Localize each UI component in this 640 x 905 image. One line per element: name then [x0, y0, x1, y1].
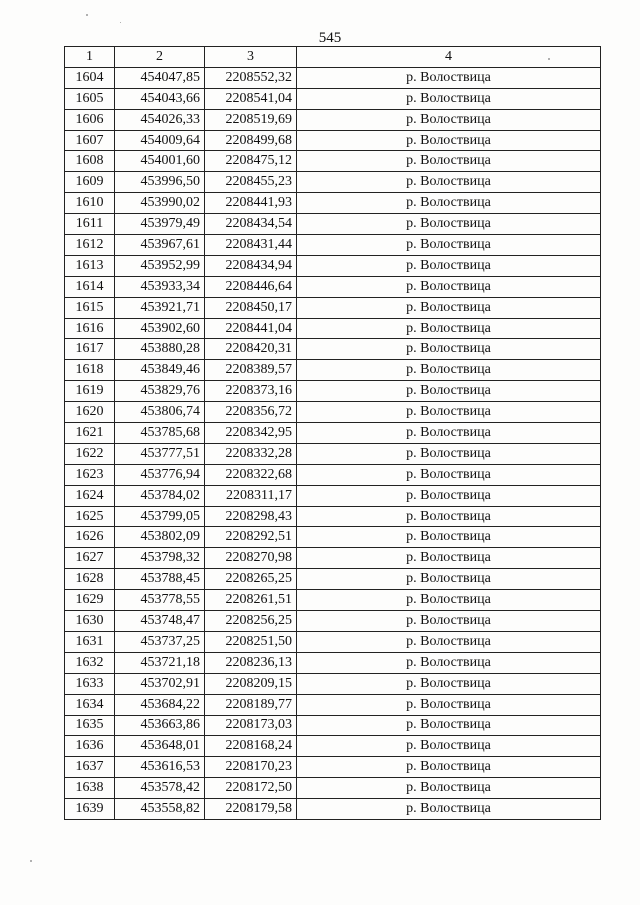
- description-cell: р. Волоствица: [297, 527, 601, 548]
- x-coordinate-cell: 453802,09: [115, 527, 205, 548]
- point-number-cell: 1620: [65, 402, 115, 423]
- description-cell: р. Волоствица: [297, 318, 601, 339]
- header-col-4: 4: [297, 47, 601, 68]
- table-row: [65, 88, 601, 109]
- description-cell: р. Волоствица: [297, 548, 601, 569]
- x-coordinate-cell: 453778,55: [115, 590, 205, 611]
- scan-speck: [86, 14, 88, 16]
- point-number-cell: 1634: [65, 694, 115, 715]
- table-header-row: [65, 47, 601, 68]
- x-coordinate-cell: 453616,53: [115, 757, 205, 778]
- point-number-cell: 1628: [65, 569, 115, 590]
- x-coordinate-cell: 453702,91: [115, 673, 205, 694]
- table-body: [65, 67, 601, 819]
- scan-speck: [30, 860, 32, 862]
- table-row: [65, 402, 601, 423]
- description-cell: р. Волоствица: [297, 485, 601, 506]
- description-cell: р. Волоствица: [297, 360, 601, 381]
- x-coordinate-cell: 453777,51: [115, 443, 205, 464]
- point-number-cell: 1613: [65, 255, 115, 276]
- y-coordinate-cell: 2208519,69: [205, 109, 297, 130]
- y-coordinate-cell: 2208441,04: [205, 318, 297, 339]
- x-coordinate-cell: 453558,82: [115, 799, 205, 820]
- table-row: [65, 339, 601, 360]
- description-cell: р. Волоствица: [297, 381, 601, 402]
- description-cell: р. Волоствица: [297, 694, 601, 715]
- description-cell: р. Волоствица: [297, 569, 601, 590]
- x-coordinate-cell: 453799,05: [115, 506, 205, 527]
- x-coordinate-cell: 453776,94: [115, 464, 205, 485]
- description-cell: р. Волоствица: [297, 423, 601, 444]
- x-coordinate-cell: 453880,28: [115, 339, 205, 360]
- point-number-cell: 1616: [65, 318, 115, 339]
- table-row: [65, 715, 601, 736]
- description-cell: р. Волоствица: [297, 673, 601, 694]
- point-number-cell: 1606: [65, 109, 115, 130]
- y-coordinate-cell: 2208173,03: [205, 715, 297, 736]
- table-row: [65, 193, 601, 214]
- table-row: [65, 381, 601, 402]
- description-cell: р. Волоствица: [297, 590, 601, 611]
- point-number-cell: 1624: [65, 485, 115, 506]
- description-cell: р. Волоствица: [297, 652, 601, 673]
- point-number-cell: 1623: [65, 464, 115, 485]
- description-cell: р. Волоствица: [297, 464, 601, 485]
- y-coordinate-cell: 2208256,25: [205, 611, 297, 632]
- table-row: [65, 297, 601, 318]
- x-coordinate-cell: 453578,42: [115, 778, 205, 799]
- y-coordinate-cell: 2208342,95: [205, 423, 297, 444]
- table-row: [65, 778, 601, 799]
- y-coordinate-cell: 2208455,23: [205, 172, 297, 193]
- y-coordinate-cell: 2208434,54: [205, 214, 297, 235]
- description-cell: р. Волоствица: [297, 715, 601, 736]
- description-cell: р. Волоствица: [297, 255, 601, 276]
- x-coordinate-cell: 453967,61: [115, 235, 205, 256]
- table-row: [65, 235, 601, 256]
- y-coordinate-cell: 2208189,77: [205, 694, 297, 715]
- header-col-2: 2: [115, 47, 205, 68]
- description-cell: р. Волоствица: [297, 109, 601, 130]
- point-number-cell: 1609: [65, 172, 115, 193]
- point-number-cell: 1621: [65, 423, 115, 444]
- description-cell: р. Волоствица: [297, 757, 601, 778]
- x-coordinate-cell: 453648,01: [115, 736, 205, 757]
- x-coordinate-cell: 454009,64: [115, 130, 205, 151]
- y-coordinate-cell: 2208168,24: [205, 736, 297, 757]
- x-coordinate-cell: 453737,25: [115, 631, 205, 652]
- coordinates-table: [64, 46, 601, 820]
- table-row: [65, 276, 601, 297]
- table-row: [65, 109, 601, 130]
- y-coordinate-cell: 2208389,57: [205, 360, 297, 381]
- description-cell: р. Волоствица: [297, 214, 601, 235]
- table-row: [65, 673, 601, 694]
- x-coordinate-cell: 454043,66: [115, 88, 205, 109]
- table-row: [65, 611, 601, 632]
- y-coordinate-cell: 2208261,51: [205, 590, 297, 611]
- table-row: [65, 130, 601, 151]
- point-number-cell: 1608: [65, 151, 115, 172]
- y-coordinate-cell: 2208170,23: [205, 757, 297, 778]
- y-coordinate-cell: 2208373,16: [205, 381, 297, 402]
- description-cell: р. Волоствица: [297, 443, 601, 464]
- point-number-cell: 1632: [65, 652, 115, 673]
- point-number-cell: 1633: [65, 673, 115, 694]
- description-cell: р. Волоствица: [297, 172, 601, 193]
- point-number-cell: 1626: [65, 527, 115, 548]
- y-coordinate-cell: 2208431,44: [205, 235, 297, 256]
- description-cell: р. Волоствица: [297, 778, 601, 799]
- point-number-cell: 1630: [65, 611, 115, 632]
- point-number-cell: 1607: [65, 130, 115, 151]
- description-cell: р. Волоствица: [297, 339, 601, 360]
- point-number-cell: 1639: [65, 799, 115, 820]
- y-coordinate-cell: 2208434,94: [205, 255, 297, 276]
- table-row: [65, 590, 601, 611]
- x-coordinate-cell: 453748,47: [115, 611, 205, 632]
- table-row: [65, 569, 601, 590]
- description-cell: р. Волоствица: [297, 402, 601, 423]
- x-coordinate-cell: 453788,45: [115, 569, 205, 590]
- description-cell: р. Волоствица: [297, 631, 601, 652]
- y-coordinate-cell: 2208356,72: [205, 402, 297, 423]
- x-coordinate-cell: 454047,85: [115, 67, 205, 88]
- table-row: [65, 652, 601, 673]
- point-number-cell: 1625: [65, 506, 115, 527]
- point-number-cell: 1612: [65, 235, 115, 256]
- description-cell: р. Волоствица: [297, 193, 601, 214]
- y-coordinate-cell: 2208499,68: [205, 130, 297, 151]
- table-row: [65, 694, 601, 715]
- point-number-cell: 1638: [65, 778, 115, 799]
- point-number-cell: 1619: [65, 381, 115, 402]
- y-coordinate-cell: 2208552,32: [205, 67, 297, 88]
- table-row: [65, 527, 601, 548]
- x-coordinate-cell: 454001,60: [115, 151, 205, 172]
- header-col-3: 3: [205, 47, 297, 68]
- scan-speck: [548, 58, 550, 60]
- table-row: [65, 799, 601, 820]
- y-coordinate-cell: 2208236,13: [205, 652, 297, 673]
- description-cell: р. Волоствица: [297, 235, 601, 256]
- description-cell: р. Волоствица: [297, 506, 601, 527]
- x-coordinate-cell: 453663,86: [115, 715, 205, 736]
- x-coordinate-cell: 453784,02: [115, 485, 205, 506]
- table-row: [65, 548, 601, 569]
- y-coordinate-cell: 2208172,50: [205, 778, 297, 799]
- y-coordinate-cell: 2208311,17: [205, 485, 297, 506]
- point-number-cell: 1610: [65, 193, 115, 214]
- y-coordinate-cell: 2208179,58: [205, 799, 297, 820]
- table-row: [65, 67, 601, 88]
- y-coordinate-cell: 2208322,68: [205, 464, 297, 485]
- page-number: 545: [318, 30, 342, 46]
- description-cell: р. Волоствица: [297, 130, 601, 151]
- y-coordinate-cell: 2208541,04: [205, 88, 297, 109]
- x-coordinate-cell: 453798,32: [115, 548, 205, 569]
- point-number-cell: 1637: [65, 757, 115, 778]
- x-coordinate-cell: 453684,22: [115, 694, 205, 715]
- x-coordinate-cell: 453979,49: [115, 214, 205, 235]
- point-number-cell: 1614: [65, 276, 115, 297]
- table-row: [65, 151, 601, 172]
- description-cell: р. Волоствица: [297, 276, 601, 297]
- table-row: [65, 631, 601, 652]
- y-coordinate-cell: 2208446,64: [205, 276, 297, 297]
- y-coordinate-cell: 2208270,98: [205, 548, 297, 569]
- y-coordinate-cell: 2208298,43: [205, 506, 297, 527]
- y-coordinate-cell: 2208209,15: [205, 673, 297, 694]
- table-row: [65, 757, 601, 778]
- x-coordinate-cell: 453990,02: [115, 193, 205, 214]
- description-cell: р. Волоствица: [297, 67, 601, 88]
- description-cell: р. Волоствица: [297, 88, 601, 109]
- description-cell: р. Волоствица: [297, 736, 601, 757]
- x-coordinate-cell: 453721,18: [115, 652, 205, 673]
- x-coordinate-cell: 453996,50: [115, 172, 205, 193]
- x-coordinate-cell: 454026,33: [115, 109, 205, 130]
- y-coordinate-cell: 2208251,50: [205, 631, 297, 652]
- y-coordinate-cell: 2208475,12: [205, 151, 297, 172]
- table-row: [65, 506, 601, 527]
- x-coordinate-cell: 453806,74: [115, 402, 205, 423]
- point-number-cell: 1605: [65, 88, 115, 109]
- table-row: [65, 255, 601, 276]
- x-coordinate-cell: 453849,46: [115, 360, 205, 381]
- point-number-cell: 1617: [65, 339, 115, 360]
- table-row: [65, 485, 601, 506]
- point-number-cell: 1618: [65, 360, 115, 381]
- table-row: [65, 736, 601, 757]
- point-number-cell: 1604: [65, 67, 115, 88]
- point-number-cell: 1635: [65, 715, 115, 736]
- table-row: [65, 423, 601, 444]
- table-row: [65, 172, 601, 193]
- header-col-1: 1: [65, 47, 115, 68]
- point-number-cell: 1622: [65, 443, 115, 464]
- x-coordinate-cell: 453785,68: [115, 423, 205, 444]
- y-coordinate-cell: 2208441,93: [205, 193, 297, 214]
- description-cell: р. Волоствица: [297, 151, 601, 172]
- x-coordinate-cell: 453829,76: [115, 381, 205, 402]
- point-number-cell: 1631: [65, 631, 115, 652]
- point-number-cell: 1627: [65, 548, 115, 569]
- description-cell: р. Волоствица: [297, 611, 601, 632]
- y-coordinate-cell: 2208450,17: [205, 297, 297, 318]
- y-coordinate-cell: 2208332,28: [205, 443, 297, 464]
- point-number-cell: 1611: [65, 214, 115, 235]
- table-row: [65, 360, 601, 381]
- x-coordinate-cell: 453902,60: [115, 318, 205, 339]
- description-cell: р. Волоствица: [297, 799, 601, 820]
- x-coordinate-cell: 453921,71: [115, 297, 205, 318]
- y-coordinate-cell: 2208420,31: [205, 339, 297, 360]
- x-coordinate-cell: 453933,34: [115, 276, 205, 297]
- x-coordinate-cell: 453952,99: [115, 255, 205, 276]
- y-coordinate-cell: 2208265,25: [205, 569, 297, 590]
- point-number-cell: 1636: [65, 736, 115, 757]
- scan-speck: [120, 22, 121, 23]
- table-row: [65, 318, 601, 339]
- y-coordinate-cell: 2208292,51: [205, 527, 297, 548]
- point-number-cell: 1615: [65, 297, 115, 318]
- table-row: [65, 214, 601, 235]
- table-row: [65, 464, 601, 485]
- description-cell: р. Волоствица: [297, 297, 601, 318]
- point-number-cell: 1629: [65, 590, 115, 611]
- table-row: [65, 443, 601, 464]
